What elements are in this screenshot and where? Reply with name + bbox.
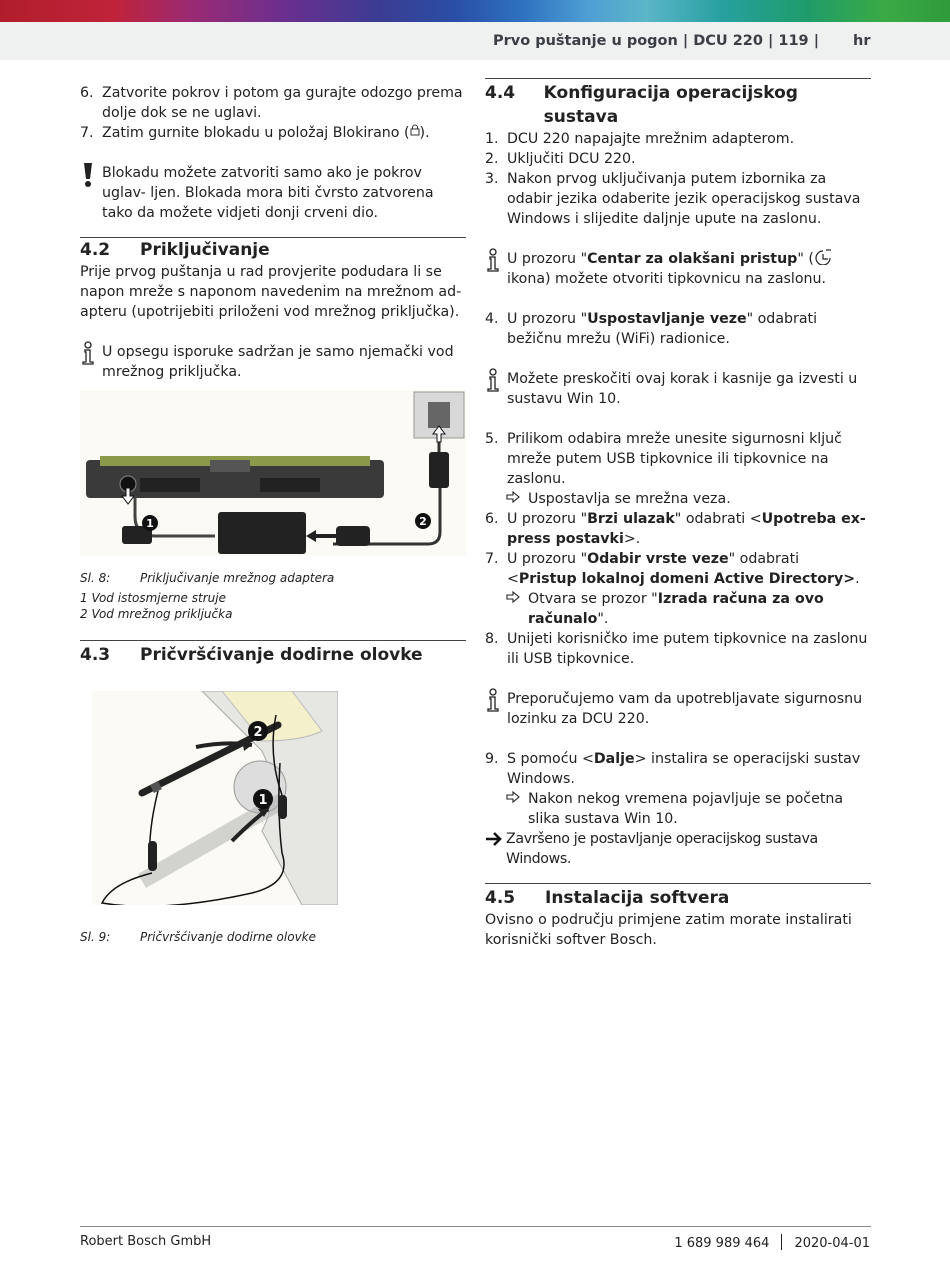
marker-2: 2 xyxy=(253,725,263,740)
paragraph: Ovisno o području primjene zatim morate instalirati korisnički softver Bosch. xyxy=(485,912,852,948)
result-item: Uspostavlja se mrežna veza. xyxy=(485,489,871,509)
list-item: 9. S pomoću <Dalje> instalira se operacijski sustav Windows. xyxy=(485,751,861,787)
footer-meta xyxy=(674,1234,870,1251)
left-column xyxy=(80,83,466,945)
list-item: 1. DCU 220 napajajte mrežnim adapterom. xyxy=(485,131,795,147)
footer-divider xyxy=(80,1226,871,1227)
section-heading-4-2: 4.2 Priključivanje xyxy=(80,240,270,260)
section-heading-4-4: 4.4 Konfiguracija operacijskog sustava xyxy=(485,83,798,127)
list-item: 7. U prozoru "Odabir vrste veze" odabrati <Pristup lokalnoj domeni Active Directory>. xyxy=(485,551,860,587)
figure-caption: Sl. 9: Pričvršćivanje dodirne olovke xyxy=(80,930,317,944)
section-divider xyxy=(485,883,871,884)
info-icon xyxy=(486,248,500,280)
figure-stylus-attachment xyxy=(92,691,466,911)
page-header-language: hr xyxy=(853,33,871,49)
lock-icon xyxy=(410,125,420,141)
stylus-attachment-illustration xyxy=(92,691,338,905)
info-note: U opsegu isporuke sadržan je samo njemački vod mrežnog priključka. xyxy=(80,342,466,382)
result-arrow-icon xyxy=(506,489,520,509)
marker-1: 1 xyxy=(146,517,154,530)
final-arrow-icon xyxy=(485,829,503,851)
figure-adapter-connection xyxy=(80,390,466,562)
ease-of-access-icon xyxy=(814,251,832,267)
figure-caption: Sl. 8: Priključivanje mrežnog adaptera xyxy=(80,571,335,585)
document-number: 1 689 989 464 xyxy=(674,1236,770,1251)
figure-legend-item: 2 Vod mrežnog priključka xyxy=(80,607,233,621)
list-item: 6. Zatvorite pokrov i potom ga gurajte odozgo prema dolje dok se ne uglavi. xyxy=(80,85,463,121)
adapter-connection-illustration xyxy=(80,390,466,556)
list-item: 3. Nakon prvog uključivanja putem izbornika za odabir jezika odaberite jezik operacijskog sustava Windows i slijedite daljnje upute na zaslonu. xyxy=(485,171,861,227)
list-item: 7. Zatim gurnite blokadu u položaj Blokirano ( ). xyxy=(80,125,430,141)
section-heading-4-3: 4.3 Pričvršćivanje dodirne olovke xyxy=(80,645,423,665)
footer-separator xyxy=(781,1234,782,1250)
info-icon xyxy=(486,688,500,720)
list-item: 4. U prozoru "Uspostavljanje veze" odabrati bežičnu mrežu (WiFi) radionice. xyxy=(485,311,818,347)
info-note: U prozoru "Centar za olakšani pristup" ( ikona) možete otvoriti tipkovnicu na zaslonu. xyxy=(485,249,871,289)
section-divider xyxy=(80,640,466,641)
document-date: 2020-04-01 xyxy=(794,1236,870,1251)
final-result: Završeno je postavljanje operacijskog sustava Windows. xyxy=(485,829,871,869)
list-item: 5. Prilikom odabira mreže unesite sigurnosni ključ mreže putem USB tipkovnice ili tipkovnice na zaslonu. xyxy=(485,431,842,487)
list-item: 8. Unijeti korisničko ime putem tipkovnice na zaslonu ili USB tipkovnice. xyxy=(485,631,868,667)
result-item: Nakon nekog vremena pojavljuje se početna slika sustava Win 10. xyxy=(485,789,871,829)
result-item: Otvara se prozor "Izrada računa za ovo računalo". xyxy=(485,589,871,629)
list-item: 6. U prozoru "Brzi ulazak" odabrati <Upotreba ex- press postavki>. xyxy=(485,511,866,547)
right-column xyxy=(485,78,871,950)
footer-company: Robert Bosch GmbH xyxy=(80,1234,212,1249)
marker-2: 2 xyxy=(419,515,427,528)
result-arrow-icon xyxy=(506,789,520,809)
list-item: 2. Uključiti DCU 220. xyxy=(485,151,636,167)
section-heading-4-5: 4.5 Instalacija softvera xyxy=(485,888,730,908)
section-divider xyxy=(485,78,871,79)
brand-color-strip xyxy=(0,0,950,22)
page-header-title: Prvo puštanje u pogon | DCU 220 | 119 | xyxy=(492,33,819,49)
result-arrow-icon xyxy=(506,589,520,609)
info-icon xyxy=(486,368,500,400)
info-note: Možete preskočiti ovaj korak i kasnije ga izvesti u sustavu Win 10. xyxy=(485,369,871,409)
warning-exclamation-icon xyxy=(81,162,95,194)
info-icon xyxy=(81,341,95,373)
warning-note: Blokadu možete zatvoriti samo ako je pokrov uglav- ljen. Blokada mora biti čvrsto zatvorena tako da možete vidjeti donji crveni dio. xyxy=(80,163,466,223)
paragraph: Prije prvog puštanja u rad provjerite podudara li se napon mreže s naponom navedenim na mrežnom ad- apteru (upotrijebiti priloženi vod mrežnog priključka). xyxy=(80,264,462,320)
figure-legend-item: 1 Vod istosmjerne struje xyxy=(80,591,226,605)
info-note: Preporučujemo vam da upotrebljavate sigurnosnu lozinku za DCU 220. xyxy=(485,689,871,729)
marker-1: 1 xyxy=(258,793,268,808)
